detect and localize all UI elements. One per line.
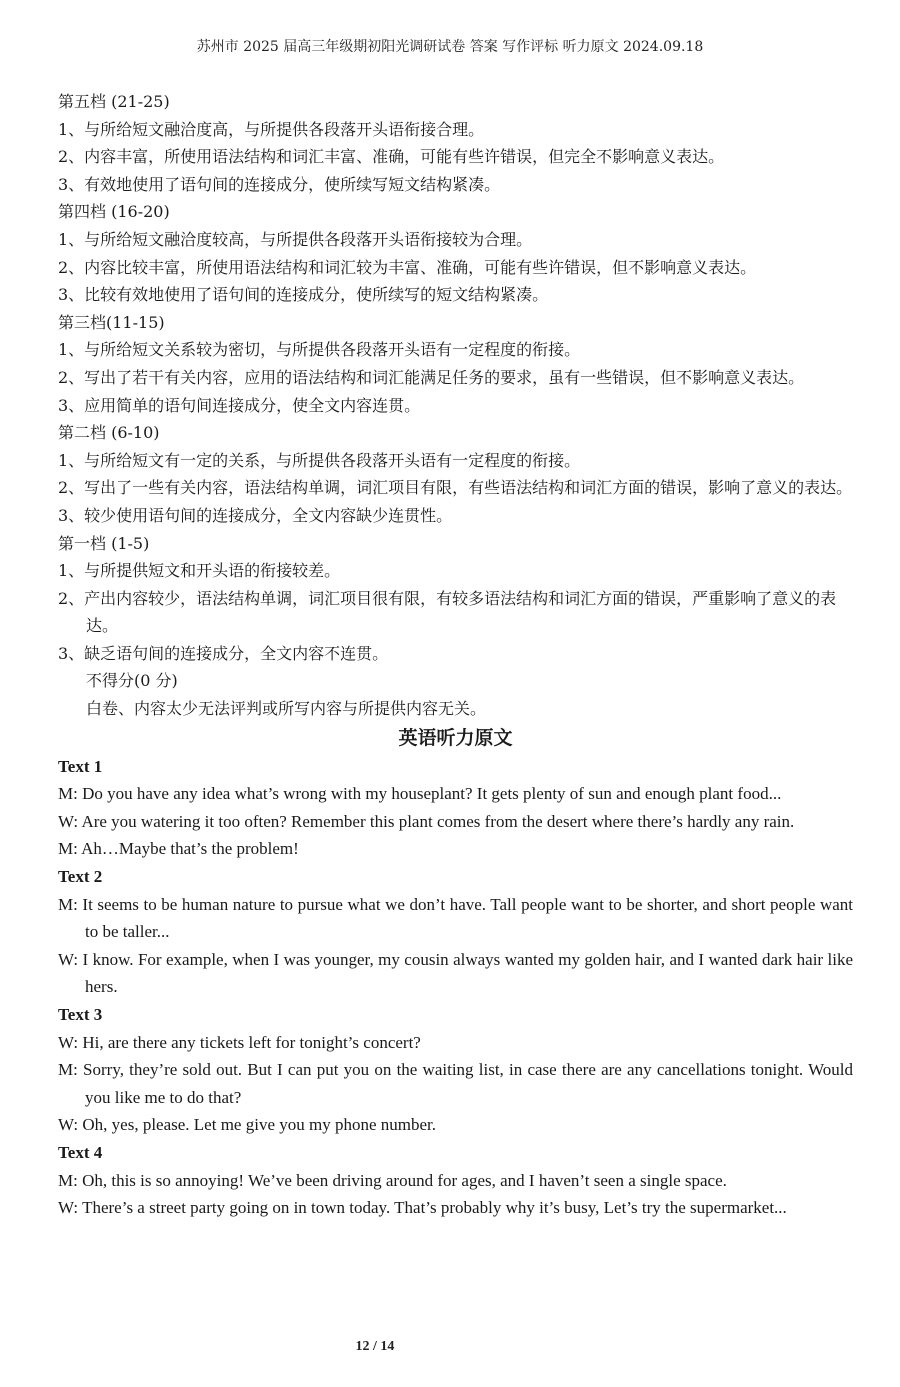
dialogue-line: W: Hi, are there any tickets left for tonight’s concert?: [58, 1032, 421, 1052]
grade-criterion: 1、与所给短文融洽度高，与所提供各段落开头语衔接合理。: [58, 119, 485, 139]
dialogue-line: M: Do you have any idea what’s wrong with my houseplant? It gets plenty of sun and enough plant food...: [58, 784, 782, 804]
dialogue-line: M: Ah…Maybe that’s the problem!: [58, 839, 299, 859]
dialogue-line: W: Are you watering it too often? Remember this plant comes from the desert where there’s hardly any rain.: [58, 811, 795, 831]
grade-section: [58, 309, 853, 419]
text-label: Text 4: [58, 1142, 103, 1162]
grade-title: 第五档 (21-25): [58, 92, 170, 111]
text-label: Text 2: [58, 867, 103, 887]
listening-text: [58, 1001, 853, 1139]
dialogue-line: W: I know. For example, when I was younger, my cousin always wanted my golden hair, and I wanted dark hair like hers.: [58, 949, 853, 997]
listening-text: [58, 753, 853, 863]
grade-section: [58, 419, 853, 529]
grade-criterion: 3、有效地使用了语句间的连接成分，使所续写短文结构紧凑。: [58, 174, 501, 194]
page-number: 12 / 14: [355, 1339, 395, 1354]
dialogue-line: M: Oh, this is so annoying! We’ve been driving around for ages, and I haven’t seen a single space.: [58, 1170, 727, 1190]
grade-criterion: 1、与所给短文有一定的关系，与所提供各段落开头语有一定程度的衔接。: [58, 450, 581, 470]
grade-title: 第四档 (16-20): [58, 202, 170, 222]
dialogue-line: W: Oh, yes, please. Let me give you my phone number.: [58, 1115, 437, 1135]
grade-title: 第三档(11-15): [58, 312, 165, 332]
grade-criterion: 2、产出内容较少，语法结构单调，词汇项目很有限，有较多语法结构和词汇方面的错误，严重影响了意义的表达。: [58, 588, 837, 636]
zero-score-title: 不得分(0 分): [86, 671, 178, 691]
grade-criterion: 2、写出了一些有关内容，语法结构单调，词汇项目有限，有些语法结构和词汇方面的错误，影响了意义的表达。: [58, 478, 853, 498]
grade-section: [58, 88, 853, 198]
zero-score-section: [58, 667, 853, 722]
grade-criterion: 3、较少使用语句间的连接成分，全文内容缺少连贯性。: [58, 505, 453, 525]
grade-criterion: 1、与所提供短文和开头语的衔接较差。: [58, 561, 341, 581]
listening-text: [58, 863, 853, 1001]
grade-criterion: 3、比较有效地使用了语句间的连接成分，使所续写的短文结构紧凑。: [58, 285, 549, 305]
dialogue-line: M: Sorry, they’re sold out. But I can put you on the waiting list, in case there are any cancellations tonight. Would you like me to do that?: [58, 1060, 853, 1107]
dialogue-line: M: It seems to be human nature to pursue what we don’t have. Tall people want to be shorter, and short people want to be taller...: [58, 894, 853, 942]
text-label: Text 3: [58, 1005, 103, 1024]
listening-text: [58, 1139, 853, 1222]
page-content: [58, 88, 853, 1222]
listening-title: 英语听力原文: [398, 726, 513, 749]
grade-criterion: 2、内容比较丰富，所使用语法结构和词汇较为丰富、准确，可能有些许错误，但不影响意义表达。: [58, 257, 757, 277]
grade-title: 第一档 (1-5): [58, 533, 150, 553]
grade-section: [58, 198, 853, 308]
grade-criterion: 1、与所给短文关系较为密切，与所提供各段落开头语有一定程度的衔接。: [58, 340, 581, 360]
grade-criterion: 1、与所给短文融洽度较高，与所提供各段落开头语衔接较为合理。: [58, 229, 533, 249]
dialogue-line: W: There’s a street party going on in town today. That’s probably why it’s busy, Let’s try the supermarket...: [58, 1198, 787, 1218]
grade-criterion: 2、内容丰富，所使用语法结构和词汇丰富、准确，可能有些许错误，但完全不影响意义表达。: [58, 147, 725, 167]
zero-score-desc: 白卷、内容太少无法评判或所写内容与所提供内容无关。: [86, 699, 487, 719]
grade-title: 第二档 (6-10): [58, 423, 160, 443]
grade-criterion: 2、写出了若干有关内容，应用的语法结构和词汇能满足任务的要求，虽有一些错误，但不影响意义表达。: [58, 367, 805, 387]
grade-criterion: 3、缺乏语句间的连接成分，全文内容不连贯。: [58, 643, 389, 663]
grade-criterion: 3、应用简单的语句间连接成分，使全文内容连贯。: [58, 395, 421, 415]
page-header: 苏州市 2025 届高三年级期初阳光调研试卷 答案 写作评标 听力原文 2024.09.18: [196, 39, 704, 55]
text-label: Text 1: [58, 756, 103, 776]
grade-section: [58, 530, 853, 668]
